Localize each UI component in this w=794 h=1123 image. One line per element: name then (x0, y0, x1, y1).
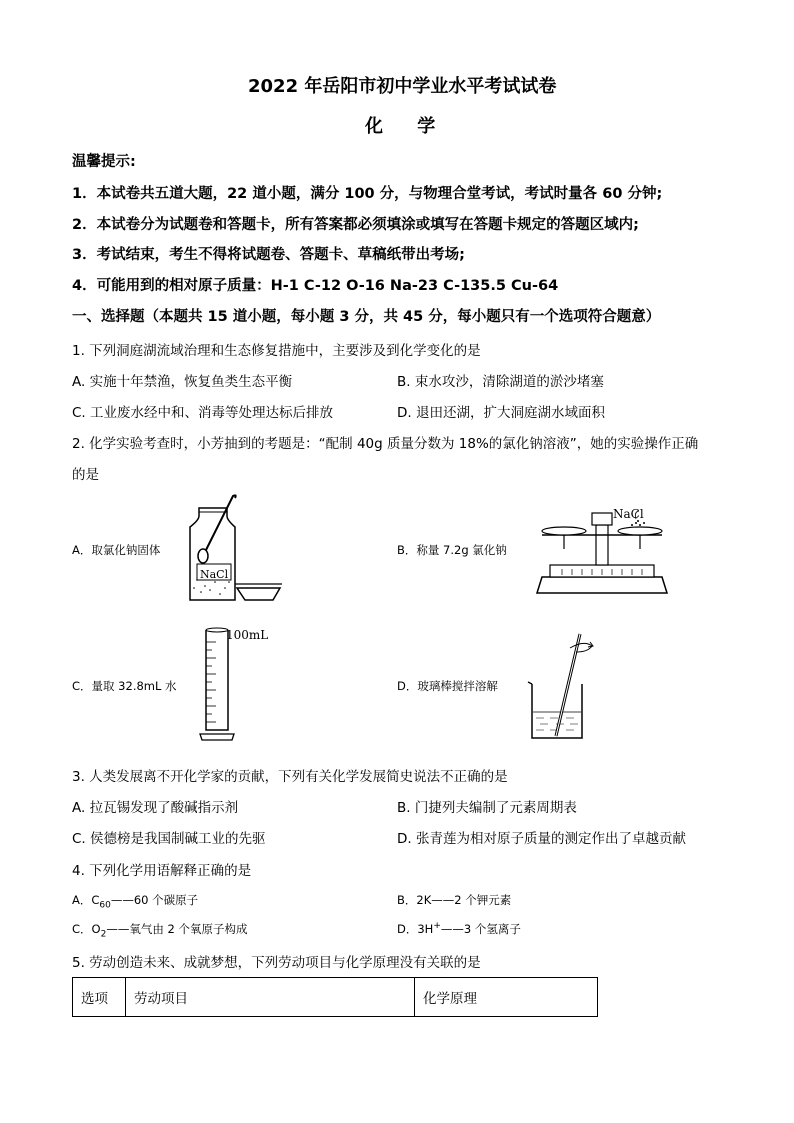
question-stem: 3. 人类发展离不开化学家的贡献，下列有关化学发展简史说法不正确的是 (72, 769, 508, 785)
question-stem-cont: 的是 (72, 467, 99, 483)
q5-table (72, 977, 598, 1017)
option-d: D．玻璃棒搅拌溶解 (397, 679, 498, 693)
beaker-stirring-figure (522, 626, 602, 746)
cylinder-label: 100mL (226, 628, 269, 642)
question-stem: 2. 化学实验考查时，小芳抽到的考题是：“配制 40g 质量分数为 18%的氯化钠溶液”，她的实验操作正确 (72, 436, 699, 452)
reagent-bottle-figure (175, 492, 290, 607)
table-header-row (73, 978, 598, 1017)
option-a: A. 实施十年禁渔，恢复鱼类生态平衡 (72, 374, 293, 390)
bottle-label: NaCl (200, 568, 229, 581)
option-c: C．$O_2——$氧气由 2 个氧原子构成 (72, 922, 248, 940)
option-c: C. 工业废水经中和、消毒等处理达标后排放 (72, 405, 334, 421)
option-b: B. 门捷列夫编制了元素周期表 (397, 800, 577, 816)
table-header-cell: 选项 (73, 978, 126, 1017)
question-stem: 5. 劳动创造未来、成就梦想，下列劳动项目与化学原理没有关联的是 (72, 955, 481, 971)
subject-title: 化 学 (365, 116, 450, 137)
option-d: D. 退田还湖，扩大洞庭湖水域面积 (397, 405, 605, 421)
table-header-cell: 劳动项目 (126, 978, 415, 1017)
option-d: D. 张青莲为相对原子质量的测定作出了卓越贡献 (397, 831, 686, 847)
tip-item: 1．本试卷共五道大题，22 道小题，满分 100 分，与物理合堂考试，考试时量各 60 分钟; (72, 186, 663, 202)
option-b: B. 束水攻沙，清除湖道的淤沙堵塞 (397, 374, 604, 390)
tips-heading: 温馨提示: (72, 154, 136, 170)
table-header-cell: 化学原理 (415, 978, 598, 1017)
question-stem: 4. 下列化学用语解释正确的是 (72, 863, 252, 879)
tip-item: 4．可能用到的相对原子质量：H-1 C-12 O-16 Na-23 C-135.5 Cu-64 (72, 278, 559, 294)
option-c: C. 侯德榜是我国制碱工业的先驱 (72, 831, 266, 847)
question-stem: 1. 下列洞庭湖流域治理和生态修复措施中，主要涉及到化学变化的是 (72, 343, 481, 359)
page-title: 2022 年岳阳市初中学业水平考试试卷 (248, 76, 557, 97)
section-heading: 一、选择题（本题共 15 道小题，每小题 3 分，共 45 分，每小题只有一个选项符合题意） (72, 309, 661, 325)
balance-figure (532, 505, 672, 600)
option-d: D．3H+——3 个氢离子 (397, 921, 521, 936)
option-b: B．2K——2 个钾元素 (397, 893, 512, 907)
option-a: A．$C_{60}——60$ 个碳原子 (72, 893, 199, 911)
tip-item: 2．本试卷分为试题卷和答题卡，所有答案都必须填涂或填写在答题卡规定的答题区域内; (72, 217, 639, 233)
option-c: C．量取 32.8mL 水 (72, 679, 177, 693)
option-a: A. 拉瓦锡发现了酸碱指示剂 (72, 800, 239, 816)
tip-item: 3．考试结束，考生不得将试题卷、答题卡、草稿纸带出考场; (72, 247, 465, 263)
option-b: B．称量 7.2g 氯化钠 (397, 543, 507, 557)
balance-label: NaCl (613, 507, 644, 521)
option-a: A．取氯化钠固体 (72, 543, 161, 557)
